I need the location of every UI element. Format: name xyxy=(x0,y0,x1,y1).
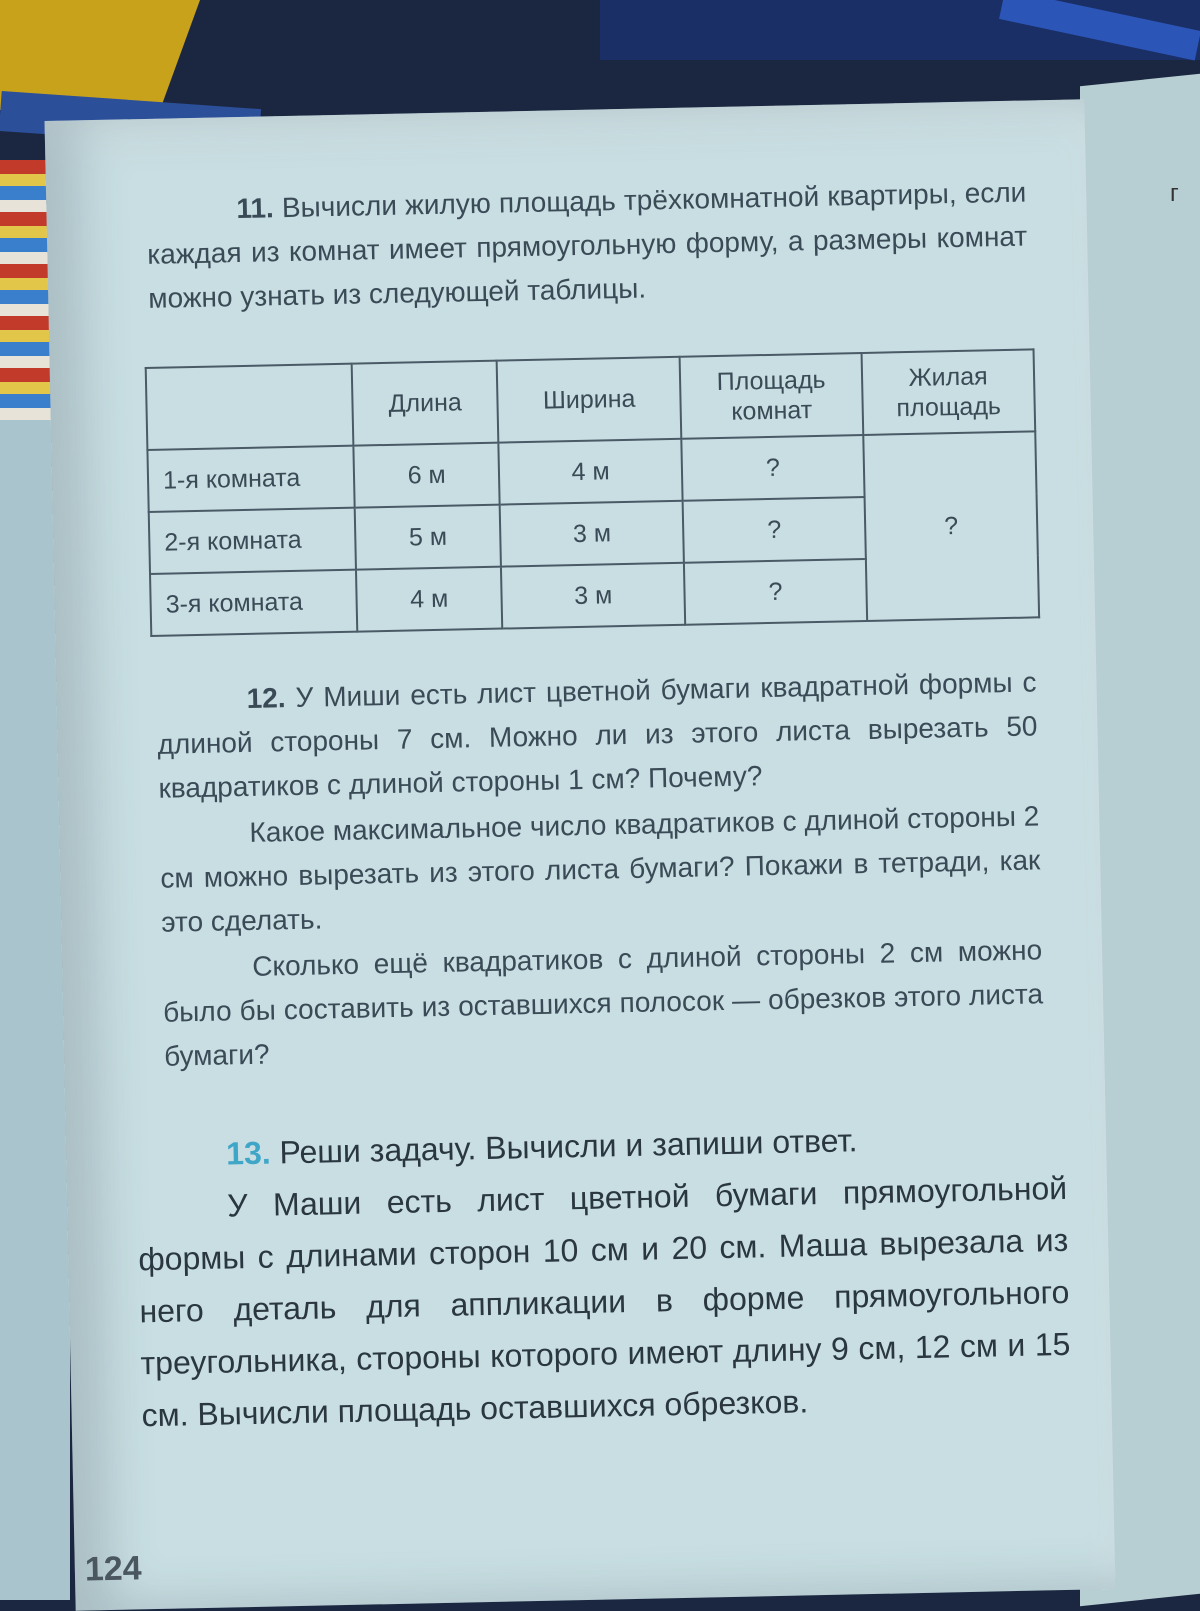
task-12-paragraph-3: Сколько ещё квадратиков с длиной стороны 2 см можно было бы составить из оставшихся полосок — обрезков этого листа бумаги? xyxy=(162,934,1044,1072)
cell-length: 5 м xyxy=(355,505,502,570)
header-empty xyxy=(146,364,354,450)
task-13-text: У Маши есть лист цветной бумаги прямоугольной формы с длинами сторон 10 см и 20 см. Маша вырезала из него деталь для аппликации в форме прямоугольного треугольника, стороны которого имеют длину 9 см, 12 см и 15 см. Вычисли площадь оставшихся обрезков. xyxy=(137,1169,1071,1434)
task-13-number: 13. xyxy=(225,1134,272,1172)
task-11-number: 11. xyxy=(236,192,275,225)
cell-area: ? xyxy=(683,497,866,563)
cell-length: 4 м xyxy=(356,567,503,632)
row-label: 1-я комната xyxy=(147,446,354,512)
header-length: Длина xyxy=(352,361,499,446)
cell-area: ? xyxy=(684,559,867,625)
cell-width: 3 м xyxy=(500,501,684,567)
textbook-page xyxy=(45,99,1116,1610)
header-room-area: Площадь комнат xyxy=(680,353,864,439)
task-11-text: Вычисли жилую площадь трёхкомнатной квартиры, если каждая из комнат имеет прямоугольную форму, а размеры комнат можно узнать из следующей таблицы. xyxy=(147,176,1028,314)
row-label: 3-я комната xyxy=(150,570,357,636)
cell-width: 4 м xyxy=(499,439,683,505)
cell-living-area: ? xyxy=(863,431,1039,621)
rooms-table xyxy=(145,348,1040,637)
page-number: 124 xyxy=(84,1549,142,1589)
task-12-number: 12. xyxy=(246,682,286,714)
task-12-paragraph-2: Какое максимальное число квадратиков с длиной стороны 2 см можно вырезать из этого листа бумаги? Покажи в тетради, как это сделать. xyxy=(160,800,1041,938)
task-13-heading: Реши задачу. Вычисли и запиши ответ. xyxy=(279,1122,858,1171)
row-label: 2-я комната xyxy=(149,508,356,574)
cell-area: ? xyxy=(681,435,864,501)
header-living-area: Жилая площадь xyxy=(862,349,1036,435)
cell-width: 3 м xyxy=(501,563,685,629)
right-page-text: г xyxy=(1170,180,1179,207)
cell-length: 6 м xyxy=(353,443,500,508)
task-11 xyxy=(146,171,1029,321)
task-12 xyxy=(156,660,1044,1078)
header-width: Ширина xyxy=(497,357,681,443)
task-13 xyxy=(136,1110,1072,1441)
task-12-paragraph-1: У Миши есть лист цветной бумаги квадратной формы с длиной стороны 7 см. Можно ли из этого листа вырезать 50 квадратиков с длиной стороны 1 см? Почему? xyxy=(157,666,1038,804)
